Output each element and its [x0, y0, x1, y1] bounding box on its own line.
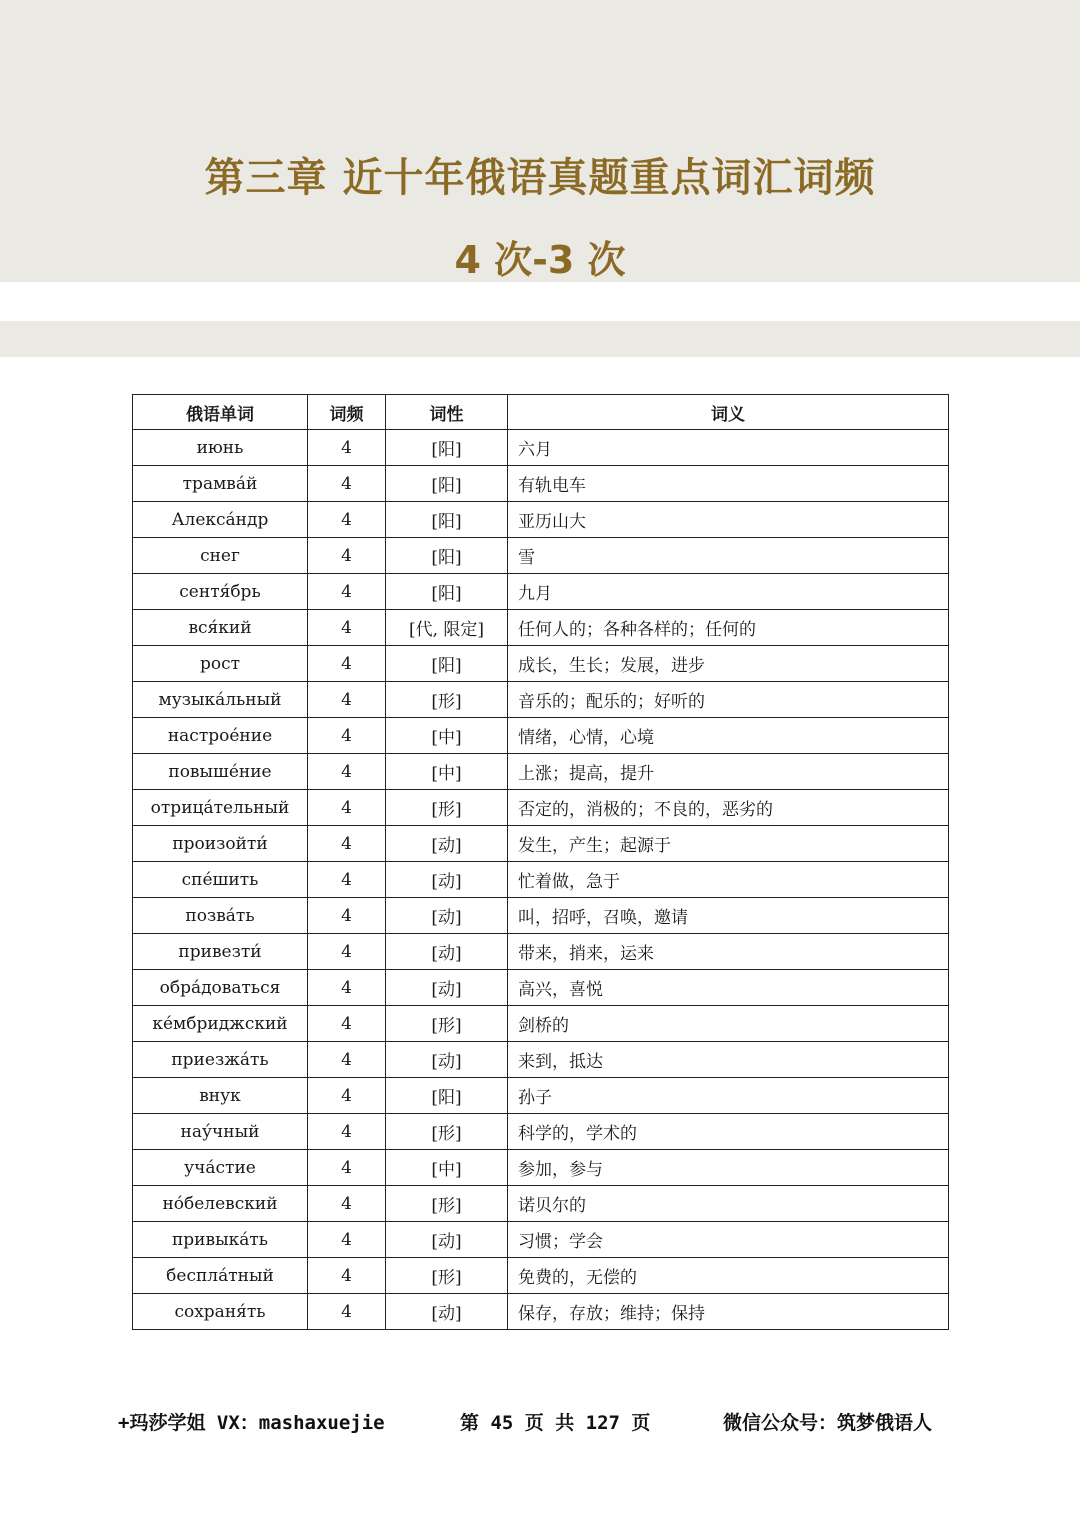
- russian-word-cell: вся́кий: [133, 610, 308, 646]
- table-row: [133, 790, 949, 826]
- table-row: [133, 1150, 949, 1186]
- part-of-speech-cell: [动]: [386, 970, 508, 1006]
- russian-word-cell: Алекса́ндр: [133, 502, 308, 538]
- part-of-speech-cell: [形]: [386, 682, 508, 718]
- russian-word-cell: обра́доваться: [133, 970, 308, 1006]
- table-row: [133, 610, 949, 646]
- meaning-cell: 否定的，消极的；不良的，恶劣的: [508, 790, 949, 826]
- frequency-cell: 4: [308, 1258, 386, 1294]
- table-row: [133, 646, 949, 682]
- meaning-cell: 成长，生长；发展，进步: [508, 646, 949, 682]
- russian-word-cell: внук: [133, 1078, 308, 1114]
- table-row: [133, 1114, 949, 1150]
- frequency-cell: 4: [308, 1186, 386, 1222]
- meaning-cell: 诺贝尔的: [508, 1186, 949, 1222]
- russian-word-cell: нау́чный: [133, 1114, 308, 1150]
- table-row: [133, 1006, 949, 1042]
- frequency-cell: 4: [308, 754, 386, 790]
- russian-word-cell: снег: [133, 538, 308, 574]
- table-row: [133, 1222, 949, 1258]
- frequency-cell: 4: [308, 826, 386, 862]
- russian-word-cell: произойти́: [133, 826, 308, 862]
- part-of-speech-cell: [阳]: [386, 502, 508, 538]
- russian-word-cell: спе́шить: [133, 862, 308, 898]
- table-row: [133, 718, 949, 754]
- frequency-cell: 4: [308, 1078, 386, 1114]
- frequency-cell: 4: [308, 610, 386, 646]
- russian-word-cell: июнь: [133, 430, 308, 466]
- russian-word-cell: привыка́ть: [133, 1222, 308, 1258]
- part-of-speech-cell: [动]: [386, 826, 508, 862]
- meaning-cell: 九月: [508, 574, 949, 610]
- footer-contact: +玛莎学姐 VX：mashaxuejie: [118, 1412, 385, 1434]
- meaning-cell: 六月: [508, 430, 949, 466]
- part-of-speech-cell: [中]: [386, 754, 508, 790]
- part-of-speech-cell: [形]: [386, 1114, 508, 1150]
- frequency-cell: 4: [308, 862, 386, 898]
- footer-wechat: 微信公众号：筑梦俄语人: [723, 1412, 933, 1434]
- meaning-cell: 亚历山大: [508, 502, 949, 538]
- frequency-cell: 4: [308, 1006, 386, 1042]
- russian-word-cell: беспла́тный: [133, 1258, 308, 1294]
- meaning-cell: 带来，捎来，运来: [508, 934, 949, 970]
- table-row: [133, 502, 949, 538]
- russian-word-cell: настрое́ние: [133, 718, 308, 754]
- meaning-cell: 有轨电车: [508, 466, 949, 502]
- table-row: [133, 574, 949, 610]
- part-of-speech-cell: [动]: [386, 898, 508, 934]
- chapter-title: 第三章 近十年俄语真题重点词汇词频: [204, 155, 876, 201]
- meaning-cell: 科学的，学术的: [508, 1114, 949, 1150]
- table-row: [133, 430, 949, 466]
- frequency-cell: 4: [308, 1042, 386, 1078]
- part-of-speech-cell: [形]: [386, 1006, 508, 1042]
- table-body: [133, 430, 949, 1330]
- meaning-cell: 高兴，喜悦: [508, 970, 949, 1006]
- part-of-speech-cell: [动]: [386, 1042, 508, 1078]
- frequency-cell: 4: [308, 790, 386, 826]
- table-row: [133, 1258, 949, 1294]
- frequency-cell: 4: [308, 502, 386, 538]
- meaning-cell: 叫，招呼，召唤，邀请: [508, 898, 949, 934]
- footer-page-number: 第 45 页 共 127 页: [460, 1412, 651, 1434]
- table-row: [133, 466, 949, 502]
- meaning-cell: 发生，产生；起源于: [508, 826, 949, 862]
- meaning-cell: 保存，存放；维持；保持: [508, 1294, 949, 1330]
- table-header-row: [133, 395, 949, 430]
- frequency-cell: 4: [308, 934, 386, 970]
- frequency-cell: 4: [308, 1294, 386, 1330]
- russian-word-cell: повыше́ние: [133, 754, 308, 790]
- meaning-cell: 雪: [508, 538, 949, 574]
- meaning-cell: 参加，参与: [508, 1150, 949, 1186]
- frequency-cell: 4: [308, 466, 386, 502]
- header-russian-word: 俄语单词: [133, 395, 308, 430]
- part-of-speech-cell: [形]: [386, 1186, 508, 1222]
- russian-word-cell: отрица́тельный: [133, 790, 308, 826]
- part-of-speech-cell: [中]: [386, 1150, 508, 1186]
- frequency-cell: 4: [308, 682, 386, 718]
- table-row: [133, 754, 949, 790]
- part-of-speech-cell: [阳]: [386, 1078, 508, 1114]
- russian-word-cell: рост: [133, 646, 308, 682]
- header-divider-band: [0, 321, 1080, 357]
- table-row: [133, 862, 949, 898]
- table-row: [133, 970, 949, 1006]
- meaning-cell: 任何人的；各种各样的；任何的: [508, 610, 949, 646]
- meaning-cell: 孙子: [508, 1078, 949, 1114]
- part-of-speech-cell: [阳]: [386, 466, 508, 502]
- frequency-cell: 4: [308, 1150, 386, 1186]
- table-row: [133, 1186, 949, 1222]
- russian-word-cell: трамва́й: [133, 466, 308, 502]
- part-of-speech-cell: [阳]: [386, 646, 508, 682]
- chapter-subtitle: 4 次-3 次: [454, 238, 626, 282]
- header-meaning: 词义: [508, 395, 949, 430]
- part-of-speech-cell: [动]: [386, 934, 508, 970]
- meaning-cell: 习惯；学会: [508, 1222, 949, 1258]
- table-row: [133, 1294, 949, 1330]
- frequency-cell: 4: [308, 1114, 386, 1150]
- part-of-speech-cell: [动]: [386, 862, 508, 898]
- part-of-speech-cell: [形]: [386, 1258, 508, 1294]
- header-part-of-speech: 词性: [386, 395, 508, 430]
- header-frequency: 词频: [308, 395, 386, 430]
- russian-word-cell: уча́стие: [133, 1150, 308, 1186]
- table-row: [133, 538, 949, 574]
- russian-word-cell: ке́мбриджский: [133, 1006, 308, 1042]
- frequency-cell: 4: [308, 538, 386, 574]
- part-of-speech-cell: [动]: [386, 1222, 508, 1258]
- vocabulary-table: [132, 394, 949, 1330]
- table-row: [133, 1078, 949, 1114]
- meaning-cell: 免费的，无偿的: [508, 1258, 949, 1294]
- frequency-cell: 4: [308, 574, 386, 610]
- part-of-speech-cell: [代, 限定]: [386, 610, 508, 646]
- meaning-cell: 忙着做，急于: [508, 862, 949, 898]
- russian-word-cell: музыка́льный: [133, 682, 308, 718]
- russian-word-cell: приезжа́ть: [133, 1042, 308, 1078]
- meaning-cell: 剑桥的: [508, 1006, 949, 1042]
- meaning-cell: 来到，抵达: [508, 1042, 949, 1078]
- part-of-speech-cell: [阳]: [386, 430, 508, 466]
- russian-word-cell: сохраня́ть: [133, 1294, 308, 1330]
- frequency-cell: 4: [308, 718, 386, 754]
- frequency-cell: 4: [308, 646, 386, 682]
- part-of-speech-cell: [动]: [386, 1294, 508, 1330]
- table-row: [133, 826, 949, 862]
- russian-word-cell: позва́ть: [133, 898, 308, 934]
- part-of-speech-cell: [中]: [386, 718, 508, 754]
- frequency-cell: 4: [308, 1222, 386, 1258]
- part-of-speech-cell: [阳]: [386, 538, 508, 574]
- table-row: [133, 1042, 949, 1078]
- russian-word-cell: сентя́брь: [133, 574, 308, 610]
- table-row: [133, 682, 949, 718]
- frequency-cell: 4: [308, 898, 386, 934]
- frequency-cell: 4: [308, 430, 386, 466]
- part-of-speech-cell: [形]: [386, 790, 508, 826]
- russian-word-cell: но́белевский: [133, 1186, 308, 1222]
- table-row: [133, 934, 949, 970]
- meaning-cell: 音乐的；配乐的；好听的: [508, 682, 949, 718]
- meaning-cell: 上涨；提高，提升: [508, 754, 949, 790]
- meaning-cell: 情绪，心情，心境: [508, 718, 949, 754]
- frequency-cell: 4: [308, 970, 386, 1006]
- part-of-speech-cell: [阳]: [386, 574, 508, 610]
- table-row: [133, 898, 949, 934]
- russian-word-cell: привезти́: [133, 934, 308, 970]
